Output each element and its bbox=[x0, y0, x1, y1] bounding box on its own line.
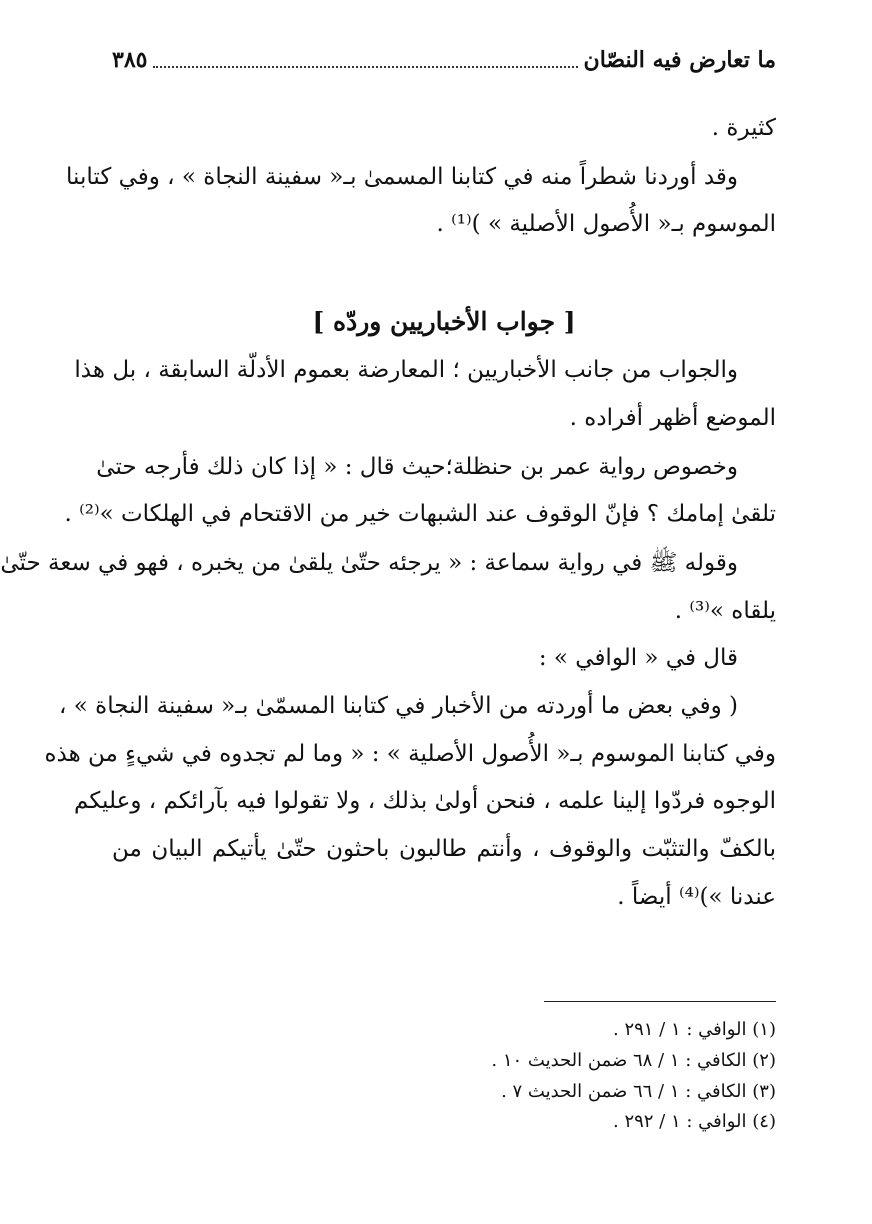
footnote-rule bbox=[544, 1001, 776, 1002]
body-line: يلقاه »⁽³⁾ . bbox=[674, 598, 776, 624]
leader-dots bbox=[153, 52, 577, 68]
footnote: (١) الوافي : ١ / ٢٩١ . bbox=[612, 1019, 776, 1040]
body-line: الموسوم بـ« الأُصول الأصلية » )⁽¹⁾ . bbox=[436, 211, 776, 237]
body-line: تلقىٰ إمامك ؟ فإنّ الوقوف عند الشبهات خير من الاقتحام في الهلكات »⁽²⁾ . bbox=[64, 501, 776, 527]
running-title: ما تعارض فيه النصّان bbox=[583, 47, 776, 73]
running-header bbox=[112, 40, 776, 80]
footnote: (٤) الوافي : ١ / ٢٩٢ . bbox=[612, 1111, 776, 1132]
body-line: عندنا »)⁽⁴⁾ أيضاً . bbox=[617, 884, 776, 910]
body-line: وقوله ﷺ في رواية سماعة : « يرجئه حتّىٰ يلقىٰ من يخبره ، فهو في سعة حتّىٰ bbox=[0, 550, 738, 576]
body-line: وفي كتابنا الموسوم بـ« الأُصول الأصلية » : « وما لم تجدوه في شيءٍ من هذه bbox=[44, 741, 776, 767]
body-line: وخصوص رواية عمر بن حنظلة؛حيث قال : « إذا كان ذلك فأرجه حتىٰ bbox=[96, 454, 738, 480]
body-line: الموضع أظهر أفراده . bbox=[569, 405, 776, 431]
page-number: ٣٨٥ bbox=[112, 47, 148, 73]
body-line: والجواب من جانب الأخباريين ؛ المعارضة بعموم الأدلّة السابقة ، بل هذا bbox=[74, 357, 738, 383]
section-heading: [ جواب الأخباريين وردّه ] bbox=[312, 307, 576, 336]
body-line: الوجوه فردّوا إلينا علمه ، فنحن أولىٰ بذلك ، ولا تقولوا فيه بآرائكم ، وعليكم bbox=[74, 788, 776, 814]
body-line: كثيرة . bbox=[711, 115, 776, 141]
footnote: (٣) الكافي : ١ / ٦٦ ضمن الحديث ٧ . bbox=[501, 1081, 776, 1102]
body-line: وقد أوردنا شطراً منه في كتابنا المسمىٰ بـ« سفينة النجاة » ، وفي كتابنا bbox=[66, 164, 738, 190]
body-line: ( وفي بعض ما أوردته من الأخبار في كتابنا المسمّىٰ بـ« سفينة النجاة » ، bbox=[59, 693, 738, 719]
body-line: قال في « الوافي » : bbox=[538, 645, 738, 671]
body-line: بالكفّ والتثبّت والوقوف ، وأنتم طالبون باحثون حتّىٰ يأتيكم البيان من bbox=[112, 836, 776, 862]
footnote: (٢) الكافي : ١ / ٦٨ ضمن الحديث ١٠ . bbox=[491, 1050, 776, 1071]
